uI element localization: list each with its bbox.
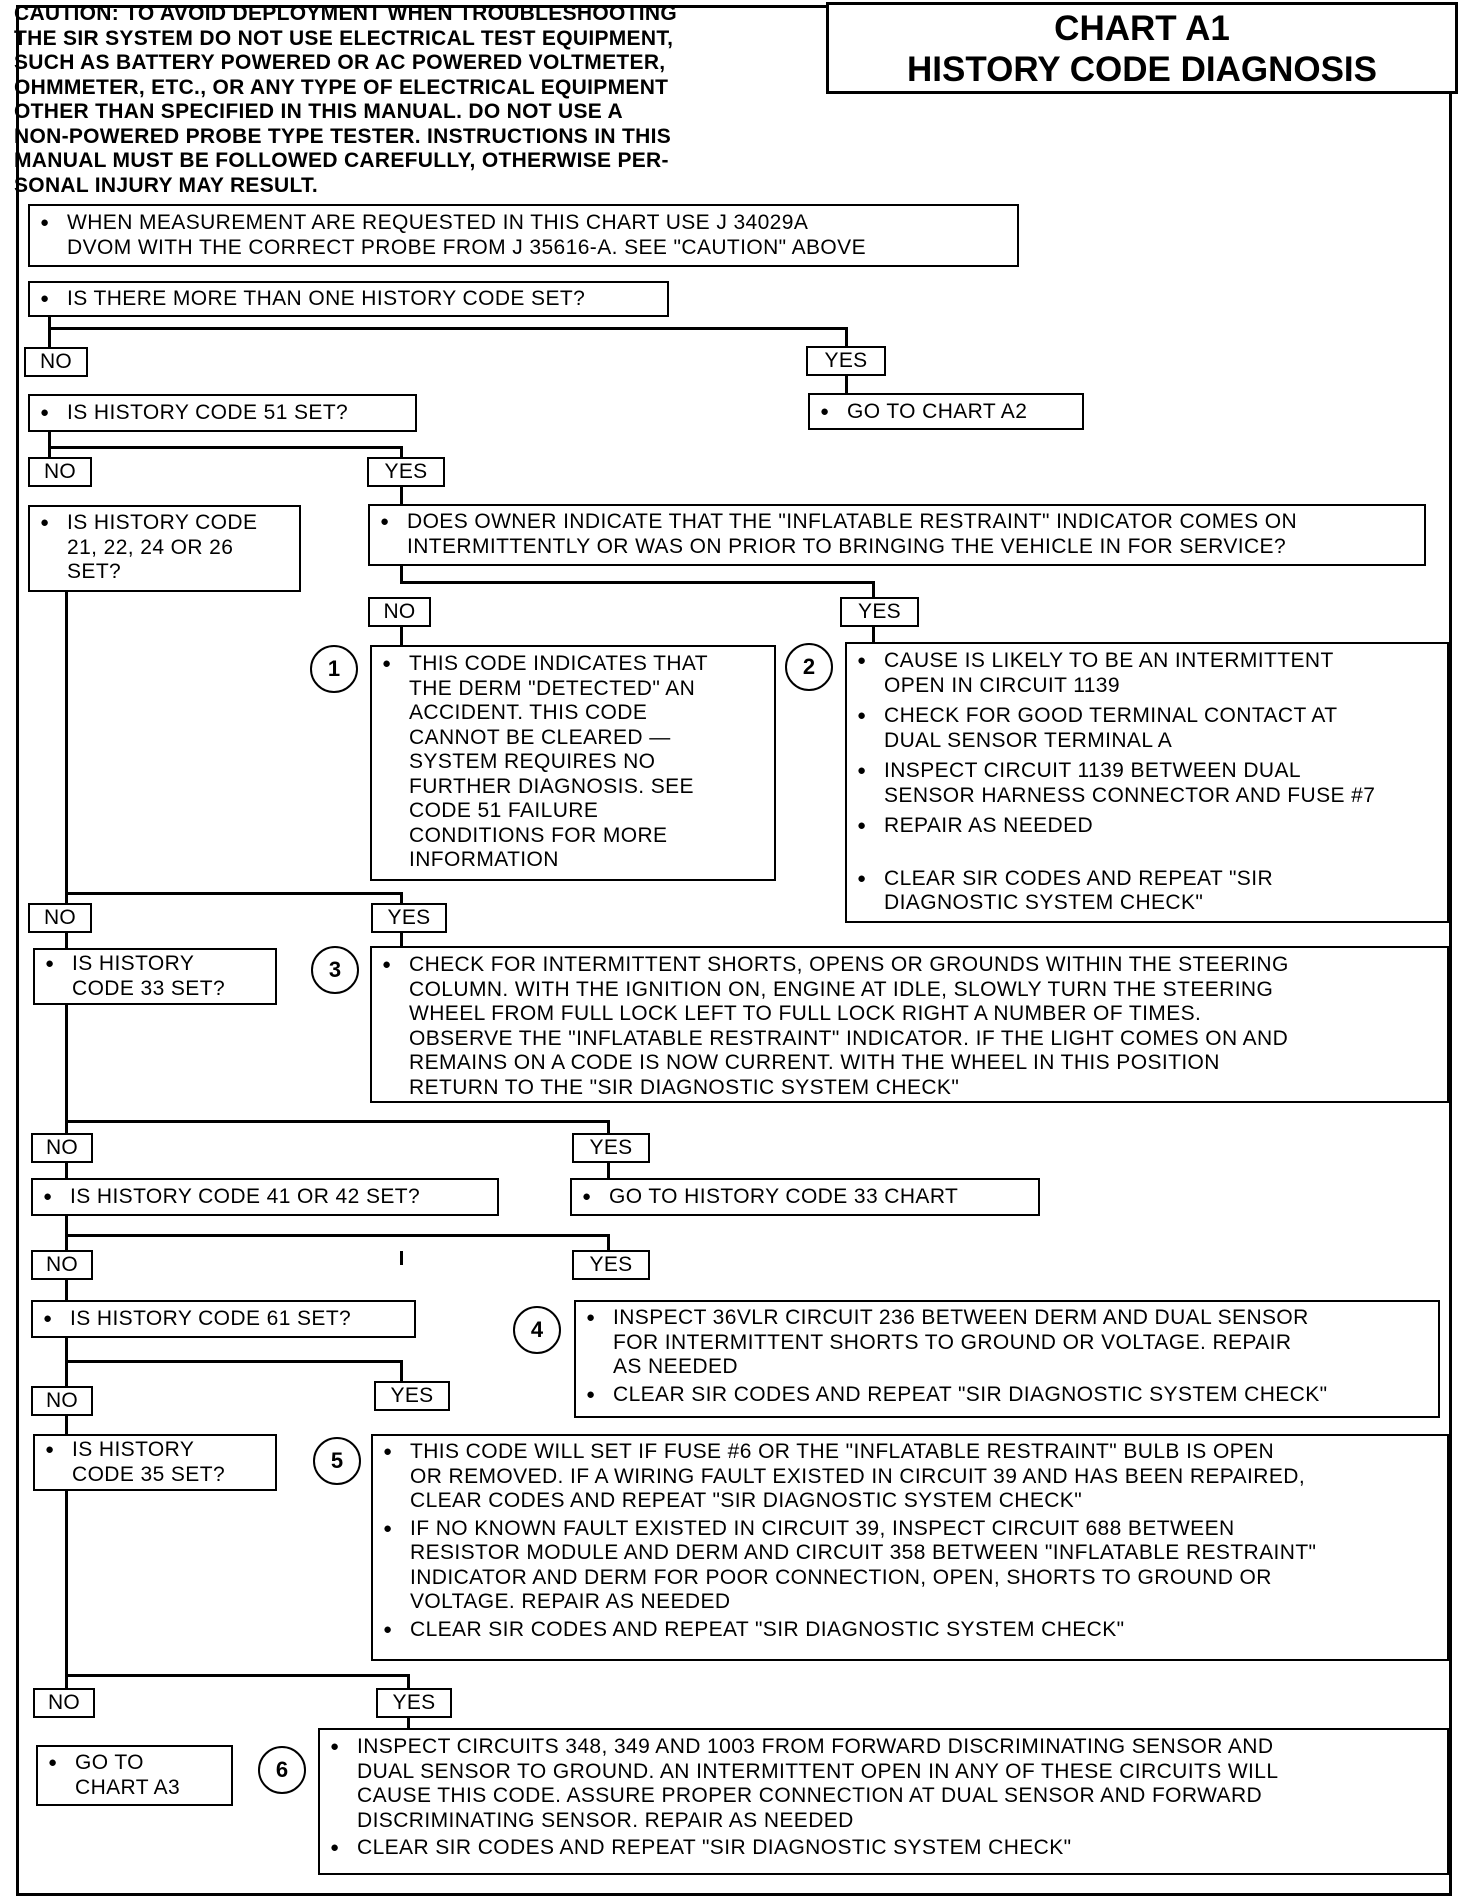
text-line: ● GO TO <box>75 1751 144 1774</box>
caution-line: SONAL INJURY MAY RESULT. <box>14 173 318 197</box>
text-line: 21, 22, 24 OR 26 <box>67 535 234 559</box>
text-line: ● INSPECT CIRCUIT 1139 BETWEEN DUAL <box>884 759 1301 782</box>
text-line: ● THIS CODE WILL SET IF FUSE #6 OR THE "INFLATABLE RESTRAINT" BULB IS OPEN <box>410 1440 1275 1463</box>
go-code33-box <box>570 1178 1040 1216</box>
caution-text <box>14 2 814 198</box>
text-line: DISCRIMINATING SENSOR. REPAIR AS NEEDED <box>357 1808 854 1832</box>
text-line: CHART A3 <box>75 1775 181 1799</box>
text-line: CODE 51 FAILURE <box>409 799 599 822</box>
text-line: ● REPAIR AS NEEDED <box>884 814 1094 837</box>
note-3 <box>382 953 1437 1100</box>
connector-line <box>607 1163 610 1178</box>
text-line: COLUMN. WITH THE IGNITION ON, ENGINE AT IDLE, SLOWLY TURN THE STEERING <box>409 977 1274 1001</box>
text-line: CODE 33 SET? <box>72 976 226 1000</box>
note-2-item <box>857 867 1437 916</box>
note-4-item <box>586 1306 1428 1380</box>
question-code21 <box>40 511 289 585</box>
question-owner <box>380 510 1414 559</box>
step-number-3: 3 <box>311 946 359 994</box>
go-chart-a2: ● GO TO CHART A2 <box>820 400 1072 425</box>
question-code33 <box>45 952 265 1001</box>
step-number-2: 2 <box>785 643 833 691</box>
connector-line <box>400 1251 403 1265</box>
question-code51-box <box>28 394 417 432</box>
question-code33-box <box>33 948 277 1005</box>
question-code21-box <box>28 505 301 592</box>
text-line: INDICATOR AND DERM FOR POOR CONNECTION, OPEN, SHORTS TO GROUND OR <box>410 1565 1272 1589</box>
question-code35 <box>45 1438 265 1487</box>
label-no: NO <box>31 1386 93 1416</box>
note-4-box <box>574 1300 1440 1418</box>
label-no: NO <box>28 457 92 487</box>
question-code41: ● IS HISTORY CODE 41 OR 42 SET? <box>43 1185 487 1210</box>
question-code61: ● IS HISTORY CODE 61 SET? <box>43 1307 404 1332</box>
text-line: ACCIDENT. THIS CODE <box>409 701 648 724</box>
connector-line <box>65 892 403 895</box>
go-chart-a3-box <box>36 1745 233 1806</box>
connector-line <box>845 327 848 347</box>
caution-line: OHMMETER, ETC., OR ANY TYPE OF ELECTRICAL EQUIPMENT <box>14 75 669 99</box>
note-2-box <box>845 642 1449 923</box>
question-more-than-one-box <box>28 281 669 317</box>
caution-line: OTHER THAN SPECIFIED IN THIS MANUAL. DO NOT USE A <box>14 100 623 123</box>
text-line: ● CLEAR SIR CODES AND REPEAT "SIR <box>884 866 1274 890</box>
connector-line <box>65 1120 610 1123</box>
note-2-item <box>857 759 1437 808</box>
text-line: ● IF NO KNOWN FAULT EXISTED IN CIRCUIT 39, INSPECT CIRCUIT 688 BETWEEN <box>410 1516 1235 1540</box>
connector-line <box>65 1360 403 1363</box>
label-no: NO <box>28 903 92 933</box>
text-line: WHEEL FROM FULL LOCK LEFT TO FULL LOCK RIGHT A NUMBER OF TIMES. <box>409 1002 1202 1025</box>
connector-line <box>65 1234 610 1237</box>
label-yes: YES <box>572 1250 650 1280</box>
question-code61-box <box>31 1300 416 1338</box>
label-yes: YES <box>806 346 886 376</box>
label-no: NO <box>31 1133 93 1163</box>
text-line: OBSERVE THE "INFLATABLE RESTRAINT" INDICATOR. IF THE LIGHT COMES ON AND <box>409 1026 1289 1050</box>
text-line: OPEN IN CIRCUIT 1139 <box>884 673 1120 697</box>
go-chart-a2-box <box>808 393 1084 430</box>
connector-line <box>407 1674 410 1689</box>
label-yes: YES <box>374 1381 450 1411</box>
question-code51: ● IS HISTORY CODE 51 SET? <box>40 401 405 426</box>
note-5-item <box>383 1517 1437 1615</box>
text-line: ● CLEAR SIR CODES AND REPEAT "SIR DIAGNOSTIC SYSTEM CHECK" <box>357 1836 1072 1859</box>
caution-line: SUCH AS BATTERY POWERED OR AC POWERED VOLTMETER, <box>14 51 666 74</box>
note-6-item <box>330 1735 1437 1833</box>
note-2-item <box>857 814 1437 839</box>
connector-line <box>872 581 875 598</box>
label-no: NO <box>24 347 88 377</box>
note-5-item <box>383 1440 1437 1514</box>
text-line: RESISTOR MODULE AND DERM AND CIRCUIT 358 BETWEEN "INFLATABLE RESTRAINT" <box>410 1541 1317 1564</box>
connector-line <box>400 1360 403 1381</box>
text-line: REMAINS ON A CODE IS NOW CURRENT. WITH THE WHEEL IN THIS POSITION <box>409 1051 1220 1074</box>
text-line: ● IS HISTORY <box>72 952 195 975</box>
caution-line: MANUAL MUST BE FOLLOWED CAREFULLY, OTHERWISE PER- <box>14 149 669 172</box>
text-line: ● THIS CODE INDICATES THAT <box>409 652 708 675</box>
connector-line <box>400 581 875 584</box>
chart-title: CHART A1 <box>1054 9 1230 48</box>
text-line: ● INSPECT CIRCUITS 348, 349 AND 1003 FROM FORWARD DISCRIMINATING SENSOR AND <box>357 1735 1274 1758</box>
text-line: VOLTAGE. REPAIR AS NEEDED <box>410 1590 731 1613</box>
connector-line <box>65 1674 410 1677</box>
question-more-than-one: ● IS THERE MORE THAN ONE HISTORY CODE SET? <box>40 287 657 312</box>
caution-line: NON-POWERED PROBE TYPE TESTER. INSTRUCTIONS IN THIS <box>14 124 672 148</box>
note-2-item <box>857 704 1437 753</box>
text-line: CLEAR CODES AND REPEAT "SIR DIAGNOSTIC SYSTEM CHECK" <box>410 1489 1083 1512</box>
text-line: DIAGNOSTIC SYSTEM CHECK" <box>884 891 1204 914</box>
text-line: ● CLEAR SIR CODES AND REPEAT "SIR DIAGNOSTIC SYSTEM CHECK" <box>613 1382 1328 1406</box>
caution-line: CAUTION: TO AVOID DEPLOYMENT WHEN TROUBLESHOOTING <box>14 2 677 25</box>
text-line: ● INSPECT 36VLR CIRCUIT 236 BETWEEN DERM AND DUAL SENSOR <box>613 1306 1309 1329</box>
text-line: OR REMOVED. IF A WIRING FAULT EXISTED IN CIRCUIT 39 AND HAS BEEN REPAIRED, <box>410 1464 1306 1488</box>
connector-line <box>407 1718 410 1728</box>
connector-line <box>400 565 403 582</box>
text-line: THE DERM "DETECTED" AN <box>409 676 696 700</box>
text-line: ● IS HISTORY <box>72 1438 195 1461</box>
label-yes: YES <box>376 1688 452 1718</box>
chart-subtitle: HISTORY CODE DIAGNOSIS <box>907 50 1377 89</box>
text-line: DUAL SENSOR TERMINAL A <box>884 728 1173 752</box>
label-no: NO <box>368 597 431 627</box>
text-line: CONDITIONS FOR MORE <box>409 823 668 847</box>
measurement-note-box <box>28 204 1019 267</box>
step-number-6: 6 <box>258 1746 306 1794</box>
question-code41-box <box>31 1178 499 1216</box>
step-number-4: 4 <box>513 1306 561 1354</box>
connector-line <box>607 1234 610 1251</box>
label-yes: YES <box>371 903 447 933</box>
connector-line <box>48 327 847 330</box>
text-line: CANNOT BE CLEARED — <box>409 725 671 749</box>
text-line: INFORMATION <box>409 848 559 871</box>
note-2-item <box>857 649 1437 698</box>
connector-line <box>48 446 403 449</box>
connector-line <box>845 376 848 394</box>
text-line: ● IS HISTORY CODE <box>67 511 258 534</box>
text-line: DUAL SENSOR TO GROUND. AN INTERMITTENT OPEN IN ANY OF THESE CIRCUITS WILL <box>357 1759 1279 1783</box>
text-line: ● CAUSE IS LIKELY TO BE AN INTERMITTENT <box>884 649 1334 672</box>
note-1-box <box>370 645 776 881</box>
measurement-note <box>40 211 1007 260</box>
note-6-item <box>330 1836 1437 1861</box>
text-line: INTERMITTENTLY OR WAS ON PRIOR TO BRINGING THE VEHICLE IN FOR SERVICE? <box>407 534 1287 558</box>
text-line: RETURN TO THE "SIR DIAGNOSTIC SYSTEM CHECK" <box>409 1075 960 1099</box>
text-line: CAUSE THIS CODE. ASSURE PROPER CONNECTION AT DUAL SENSOR AND FORWARD <box>357 1784 1263 1807</box>
text-line: ● WHEN MEASUREMENT ARE REQUESTED IN THIS CHART USE J 34029A <box>67 211 809 234</box>
question-owner-box <box>368 504 1426 566</box>
text-line: ● CHECK FOR INTERMITTENT SHORTS, OPENS OR GROUNDS WITHIN THE STEERING <box>409 953 1289 976</box>
note-3-box <box>370 946 1449 1103</box>
text-line: SYSTEM REQUIRES NO <box>409 750 656 773</box>
text-line: FURTHER DIAGNOSIS. SEE <box>409 774 694 798</box>
connector-line <box>400 626 403 646</box>
label-no: NO <box>31 1250 93 1280</box>
chart-title-box <box>826 2 1458 94</box>
note-5-item <box>383 1618 1437 1643</box>
caution-line: THE SIR SYSTEM DO NOT USE ELECTRICAL TEST EQUIPMENT, <box>14 26 674 50</box>
text-line: DVOM WITH THE CORRECT PROBE FROM J 35616-A. SEE "CAUTION" ABOVE <box>67 235 866 259</box>
go-chart-a3 <box>48 1751 221 1800</box>
question-code35-box <box>33 1434 277 1491</box>
text-line: ● CLEAR SIR CODES AND REPEAT "SIR DIAGNOSTIC SYSTEM CHECK" <box>410 1617 1125 1641</box>
text-line: ● CHECK FOR GOOD TERMINAL CONTACT AT <box>884 704 1338 727</box>
note-5-box <box>371 1434 1449 1661</box>
text-line: SENSOR HARNESS CONNECTOR AND FUSE #7 <box>884 783 1376 807</box>
step-number-5: 5 <box>313 1437 361 1485</box>
note-1 <box>382 652 764 873</box>
label-yes: YES <box>572 1133 650 1163</box>
text-line: SET? <box>67 560 122 583</box>
go-code33: ● GO TO HISTORY CODE 33 CHART <box>582 1185 1028 1210</box>
label-no: NO <box>33 1688 95 1718</box>
text-line: AS NEEDED <box>613 1355 738 1378</box>
label-yes: YES <box>840 597 919 627</box>
text-line: ● DOES OWNER INDICATE THAT THE "INFLATABLE RESTRAINT" INDICATOR COMES ON <box>407 510 1298 533</box>
note-6-box <box>318 1728 1449 1875</box>
text-line: CODE 35 SET? <box>72 1462 226 1486</box>
note-4-item <box>586 1383 1428 1408</box>
connector-line <box>607 1120 610 1134</box>
text-line: FOR INTERMITTENT SHORTS TO GROUND OR VOLTAGE. REPAIR <box>613 1330 1292 1354</box>
label-yes: YES <box>367 457 445 487</box>
step-number-1: 1 <box>310 645 358 693</box>
